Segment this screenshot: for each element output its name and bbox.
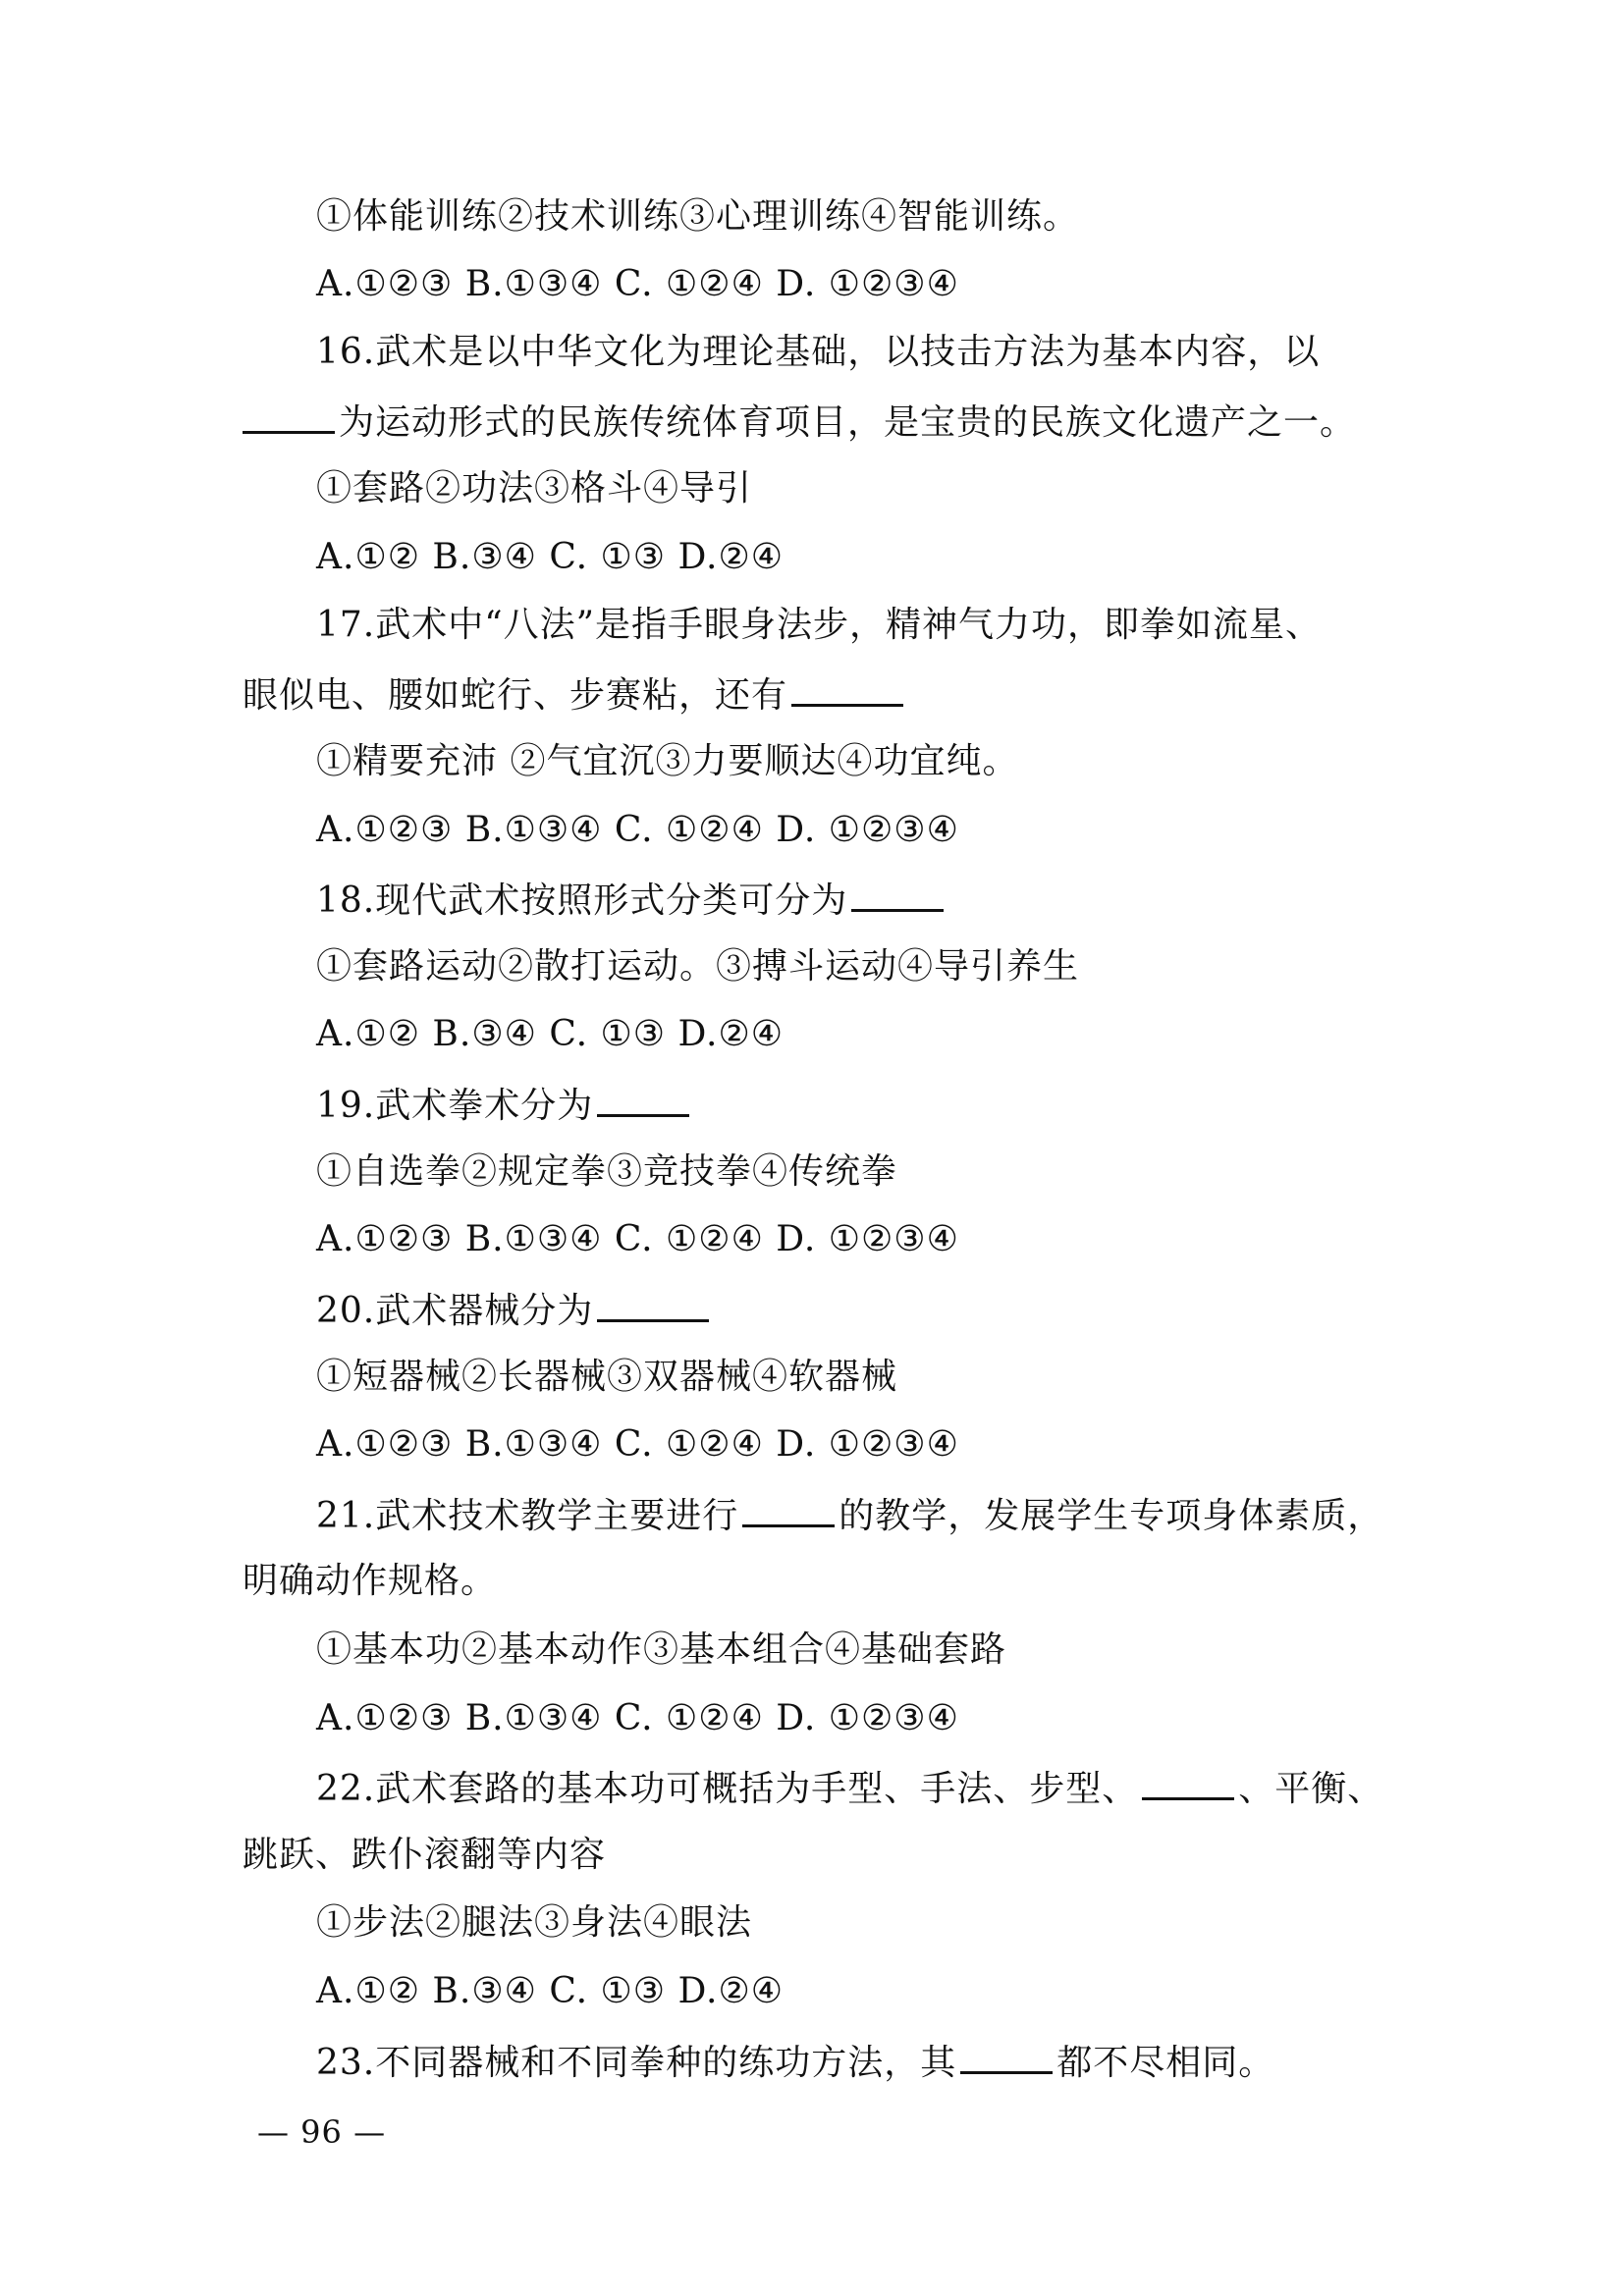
q23-answer-blank — [960, 2038, 1053, 2074]
q22-stem-line-2: 跳跃、跌仆滚翻等内容 — [243, 1835, 607, 1875]
q21-stem-after: 的教学，发展学生专项身体素质， — [839, 1496, 1384, 1536]
q18-stem-before: 18.现代武术按照形式分类可分为 — [316, 881, 848, 921]
q17-options-line: ①精要充沛 ②气宜沉③力要顺达④功宜纯。 — [316, 741, 1019, 781]
q22-answer-choices: A.①② B.③④ C. ①③ D.②④ — [316, 1971, 785, 2011]
q16-stem-line-1: 16.武术是以中华文化为理论基础，以技击方法为基本内容，以 — [316, 332, 1321, 372]
q23-stem-after: 都不尽相同。 — [1056, 2043, 1275, 2083]
q20-options-line: ①短器械②长器械③双器械④软器械 — [316, 1357, 898, 1397]
q22-options-line: ①步法②腿法③身法④眼法 — [316, 1902, 753, 1943]
q21-answer-choices: A.①②③ B.①③④ C. ①②④ D. ①②③④ — [316, 1698, 959, 1738]
q22-stem-after: 、平衡、 — [1238, 1769, 1384, 1809]
q17-stem-before: 眼似电、腰如蛇行、步赛粘，还有 — [243, 675, 788, 716]
q16-stem-after: 为运动形式的民族传统体育项目，是宝贵的民族文化遗产之一。 — [339, 402, 1357, 443]
q21-stem-line-1 — [316, 1491, 1383, 1539]
q22-answer-blank — [1142, 1764, 1234, 1800]
q19-options-line: ①自选拳②规定拳③竞技拳④传统拳 — [316, 1151, 898, 1192]
q16-options-line: ①套路②功法③格斗④导引 — [316, 468, 753, 508]
q18-stem-line — [316, 876, 947, 924]
q19-answer-choices: A.①②③ B.①③④ C. ①②④ D. ①②③④ — [316, 1219, 959, 1259]
q18-answer-blank — [851, 876, 944, 912]
q15-answer-choices: A.①②③ B.①③④ C. ①②④ D. ①②③④ — [316, 264, 959, 304]
q21-options-line: ①基本功②基本动作③基本组合④基础套路 — [316, 1629, 1007, 1670]
q20-stem-line — [316, 1286, 713, 1334]
q21-answer-blank — [742, 1491, 835, 1527]
q17-answer-blank — [791, 670, 903, 707]
q21-stem-before: 21.武术技术教学主要进行 — [316, 1496, 739, 1536]
q19-answer-blank — [597, 1081, 689, 1117]
q23-stem-line — [316, 2038, 1274, 2086]
q22-stem-before: 22.武术套路的基本功可概括为手型、手法、步型、 — [316, 1769, 1139, 1809]
q16-answer-choices: A.①② B.③④ C. ①③ D.②④ — [316, 537, 785, 577]
q20-answer-choices: A.①②③ B.①③④ C. ①②④ D. ①②③④ — [316, 1424, 959, 1465]
q18-answer-choices: A.①② B.③④ C. ①③ D.②④ — [316, 1014, 785, 1054]
q17-stem-line-2 — [243, 670, 907, 719]
q16-stem-line-2 — [243, 398, 1356, 446]
q20-answer-blank — [597, 1286, 709, 1322]
q19-stem-before: 19.武术拳术分为 — [316, 1086, 594, 1126]
q17-answer-choices: A.①②③ B.①③④ C. ①②④ D. ①②③④ — [316, 810, 959, 850]
q17-stem-line-1: 17.武术中“八法”是指手眼身法步，精神气力功，即拳如流星、 — [316, 605, 1323, 645]
q23-stem-before: 23.不同器械和不同拳种的练功方法，其 — [316, 2043, 957, 2083]
q22-stem-line-1 — [316, 1764, 1383, 1812]
page-number-footer: — 96 — — [257, 2113, 387, 2151]
q21-stem-line-2: 明确动作规格。 — [243, 1561, 498, 1601]
q19-stem-line — [316, 1081, 693, 1129]
q18-options-line: ①套路运动②散打运动。③搏斗运动④导引养生 — [316, 946, 1080, 987]
q16-answer-blank — [243, 398, 335, 434]
q20-stem-before: 20.武术器械分为 — [316, 1291, 594, 1331]
q15-options-line: ①体能训练②技术训练③心理训练④智能训练。 — [316, 196, 1080, 237]
